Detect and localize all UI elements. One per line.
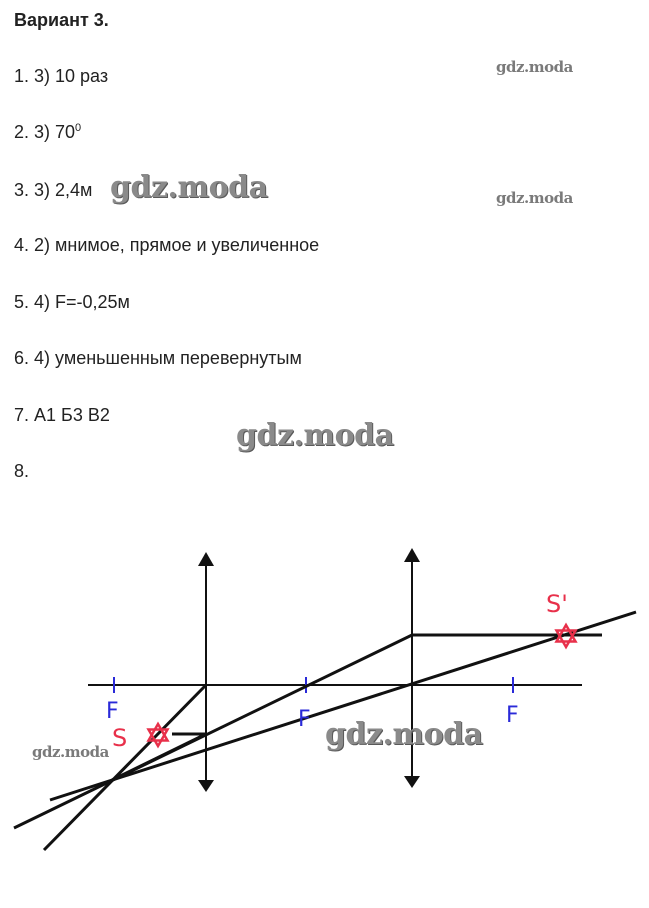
answer-8: 8. xyxy=(14,461,30,481)
answer-6: 6. 4) уменьшенным перевернутым xyxy=(14,348,302,368)
ray xyxy=(50,612,636,800)
answer-4: 4. 2) мнимое, прямое и увеличенное xyxy=(14,235,320,255)
answer-7: 7. А1 Б3 В2 xyxy=(14,405,110,425)
answer-5: 5. 4) F=-0,25м xyxy=(14,292,130,312)
watermark: gdz.moda xyxy=(496,189,573,207)
variant-title: Вариант 3. xyxy=(14,10,109,30)
source-label: S xyxy=(112,724,128,752)
watermark: gdz.moda xyxy=(496,58,573,76)
lens-2 xyxy=(404,548,420,788)
answer-2-degree: 0 xyxy=(75,122,82,134)
ray xyxy=(44,685,206,850)
lens-1 xyxy=(198,552,214,792)
watermark: gdz.moda xyxy=(110,170,268,205)
answer-1: 1. 3) 10 раз xyxy=(14,66,109,86)
answer-3: 3. 3) 2,4м xyxy=(14,180,93,200)
focus-label: F xyxy=(106,699,119,724)
watermark: gdz.moda xyxy=(236,418,394,453)
answer-2 xyxy=(14,122,81,143)
watermark: gdz.moda xyxy=(32,743,109,761)
focus-label: F xyxy=(506,703,519,728)
answer-2-text: 2. 3) 70 xyxy=(14,122,76,142)
focus-label: F xyxy=(298,707,311,732)
image-label: S' xyxy=(546,590,568,618)
watermark: gdz.moda xyxy=(325,717,483,752)
